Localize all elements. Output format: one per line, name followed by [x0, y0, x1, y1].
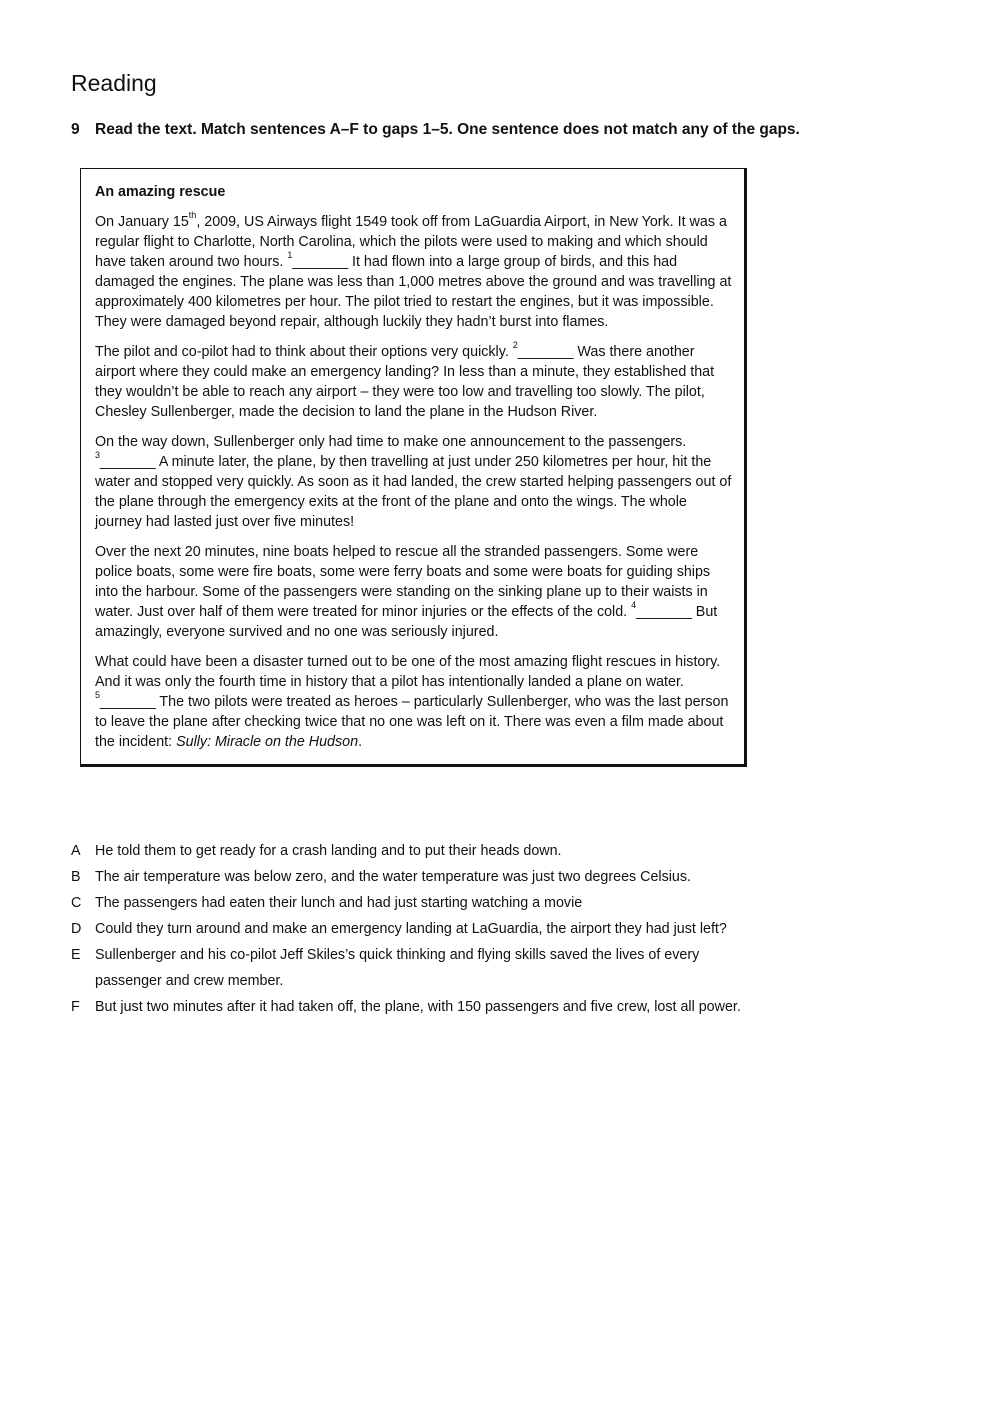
article-paragraph-5: What could have been a disaster turned out to be one of the most amazing flight rescues in history. And it was only the fourth time in history that a pilot has intentionally landed a plane on water. $^5$ _______ The two pilots were treated as heroes – particularly Sullenberger, who was the last person to leave the plane after checking twice that no one was left on it. There was even a film made about the incident: Sully: Miracle on the Hudson.: [95, 652, 736, 752]
option-letter: E: [71, 947, 81, 963]
article-box: [80, 168, 747, 767]
gap-2[interactable]: [518, 344, 574, 360]
option-item: [71, 994, 751, 1020]
option-text: Could they turn around and make an emergency landing at LaGuardia, the airport they had just left?: [95, 921, 727, 937]
gap-number-2: 2: [512, 340, 518, 351]
instruction-text: Read the text. Match sentences A–F to gaps 1–5. One sentence does not match any of the gaps.: [95, 121, 800, 138]
option-text: Sullenberger and his co-pilot Jeff Skiles’s quick thinking and flying skills saved the lives of every passenger and crew member.: [95, 947, 700, 989]
article-title: An amazing rescue: [95, 184, 226, 200]
exercise-number: 9: [71, 121, 80, 138]
gap-number-5: 5: [95, 690, 101, 701]
option-letter: B: [71, 869, 81, 885]
option-letter: C: [71, 895, 82, 911]
gap-3[interactable]: [100, 454, 156, 470]
option-text: He told them to get ready for a crash landing and to put their heads down.: [95, 843, 562, 859]
option-text: The passengers had eaten their lunch and had just starting watching a movie: [95, 895, 583, 911]
gap-1[interactable]: [292, 254, 348, 270]
option-item: [71, 916, 751, 942]
gap-number-4: 4: [631, 600, 637, 611]
option-letter: D: [71, 921, 82, 937]
article-paragraph-3: On the way down, Sullenberger only had time to make one announcement to the passengers. $^3$ _______ A minute later, the plane, by then travelling at just under 250 kilometres per hour, hit the water and stopped very quickly. As soon as it had landed, the crew started helping passengers out of the plane through the emergency exits at the front of the plane and onto the wings. The whole journey had lasted just over five minutes!: [95, 432, 736, 532]
option-item: [71, 864, 751, 890]
gap-number-1: 1: [287, 250, 293, 261]
option-letter: F: [71, 999, 80, 1015]
option-text: The air temperature was below zero, and the water temperature was just two degrees Celsius.: [95, 869, 691, 885]
option-letter: A: [71, 843, 81, 859]
exercise-instruction: [71, 121, 951, 139]
article-paragraph-4: Over the next 20 minutes, nine boats helped to rescue all the stranded passengers. Some were police boats, some were fire boats, some were ferry boats and some were boats for guiding ships into the harbour. Some of the passengers were standing on the sinking plane up to their waists in water. Just over half of them were treated for minor injuries or the effects of the cold. $^4$ _______ But amazingly, everyone survived and no one was seriously injured.: [95, 542, 736, 642]
option-item: [71, 838, 751, 864]
section-title: Reading: [71, 70, 157, 96]
film-title: Sully: Miracle on the Hudson: [176, 734, 359, 750]
gap-4[interactable]: [636, 604, 692, 620]
option-item: [71, 942, 751, 994]
gap-5[interactable]: [100, 694, 156, 710]
option-item: [71, 890, 751, 916]
answer-options: [71, 838, 751, 1020]
article-paragraph-1: On January 15th, 2009, US Airways flight 1549 took off from LaGuardia Airport, in New York. It was a regular flight to Charlotte, North Carolina, which the pilots were used to making and which should have taken around two hours. $^1$ _______ It had flown into a large group of birds, and this had damaged the engines. The plane was less than 1,000 metres above the ground and was travelling at approximately 400 kilometres per hour. The pilot tried to restart the engines, but it was impossible. They were damaged beyond repair, although luckily they hadn’t burst into flames.: [95, 212, 736, 332]
option-text: But just two minutes after it had taken off, the plane, with 150 passengers and five crew, lost all power.: [95, 999, 741, 1015]
gap-number-3: 3: [95, 450, 101, 461]
article-paragraph-2: The pilot and co-pilot had to think about their options very quickly. $^2$ _______ Was there another airport where they could make an emergency landing? In less than a minute, they established that they wouldn’t be able to reach any airport – they were too low and travelling too slowly. The pilot, Chesley Sullenberger, made the decision to land the plane in the Hudson River.: [95, 342, 736, 422]
